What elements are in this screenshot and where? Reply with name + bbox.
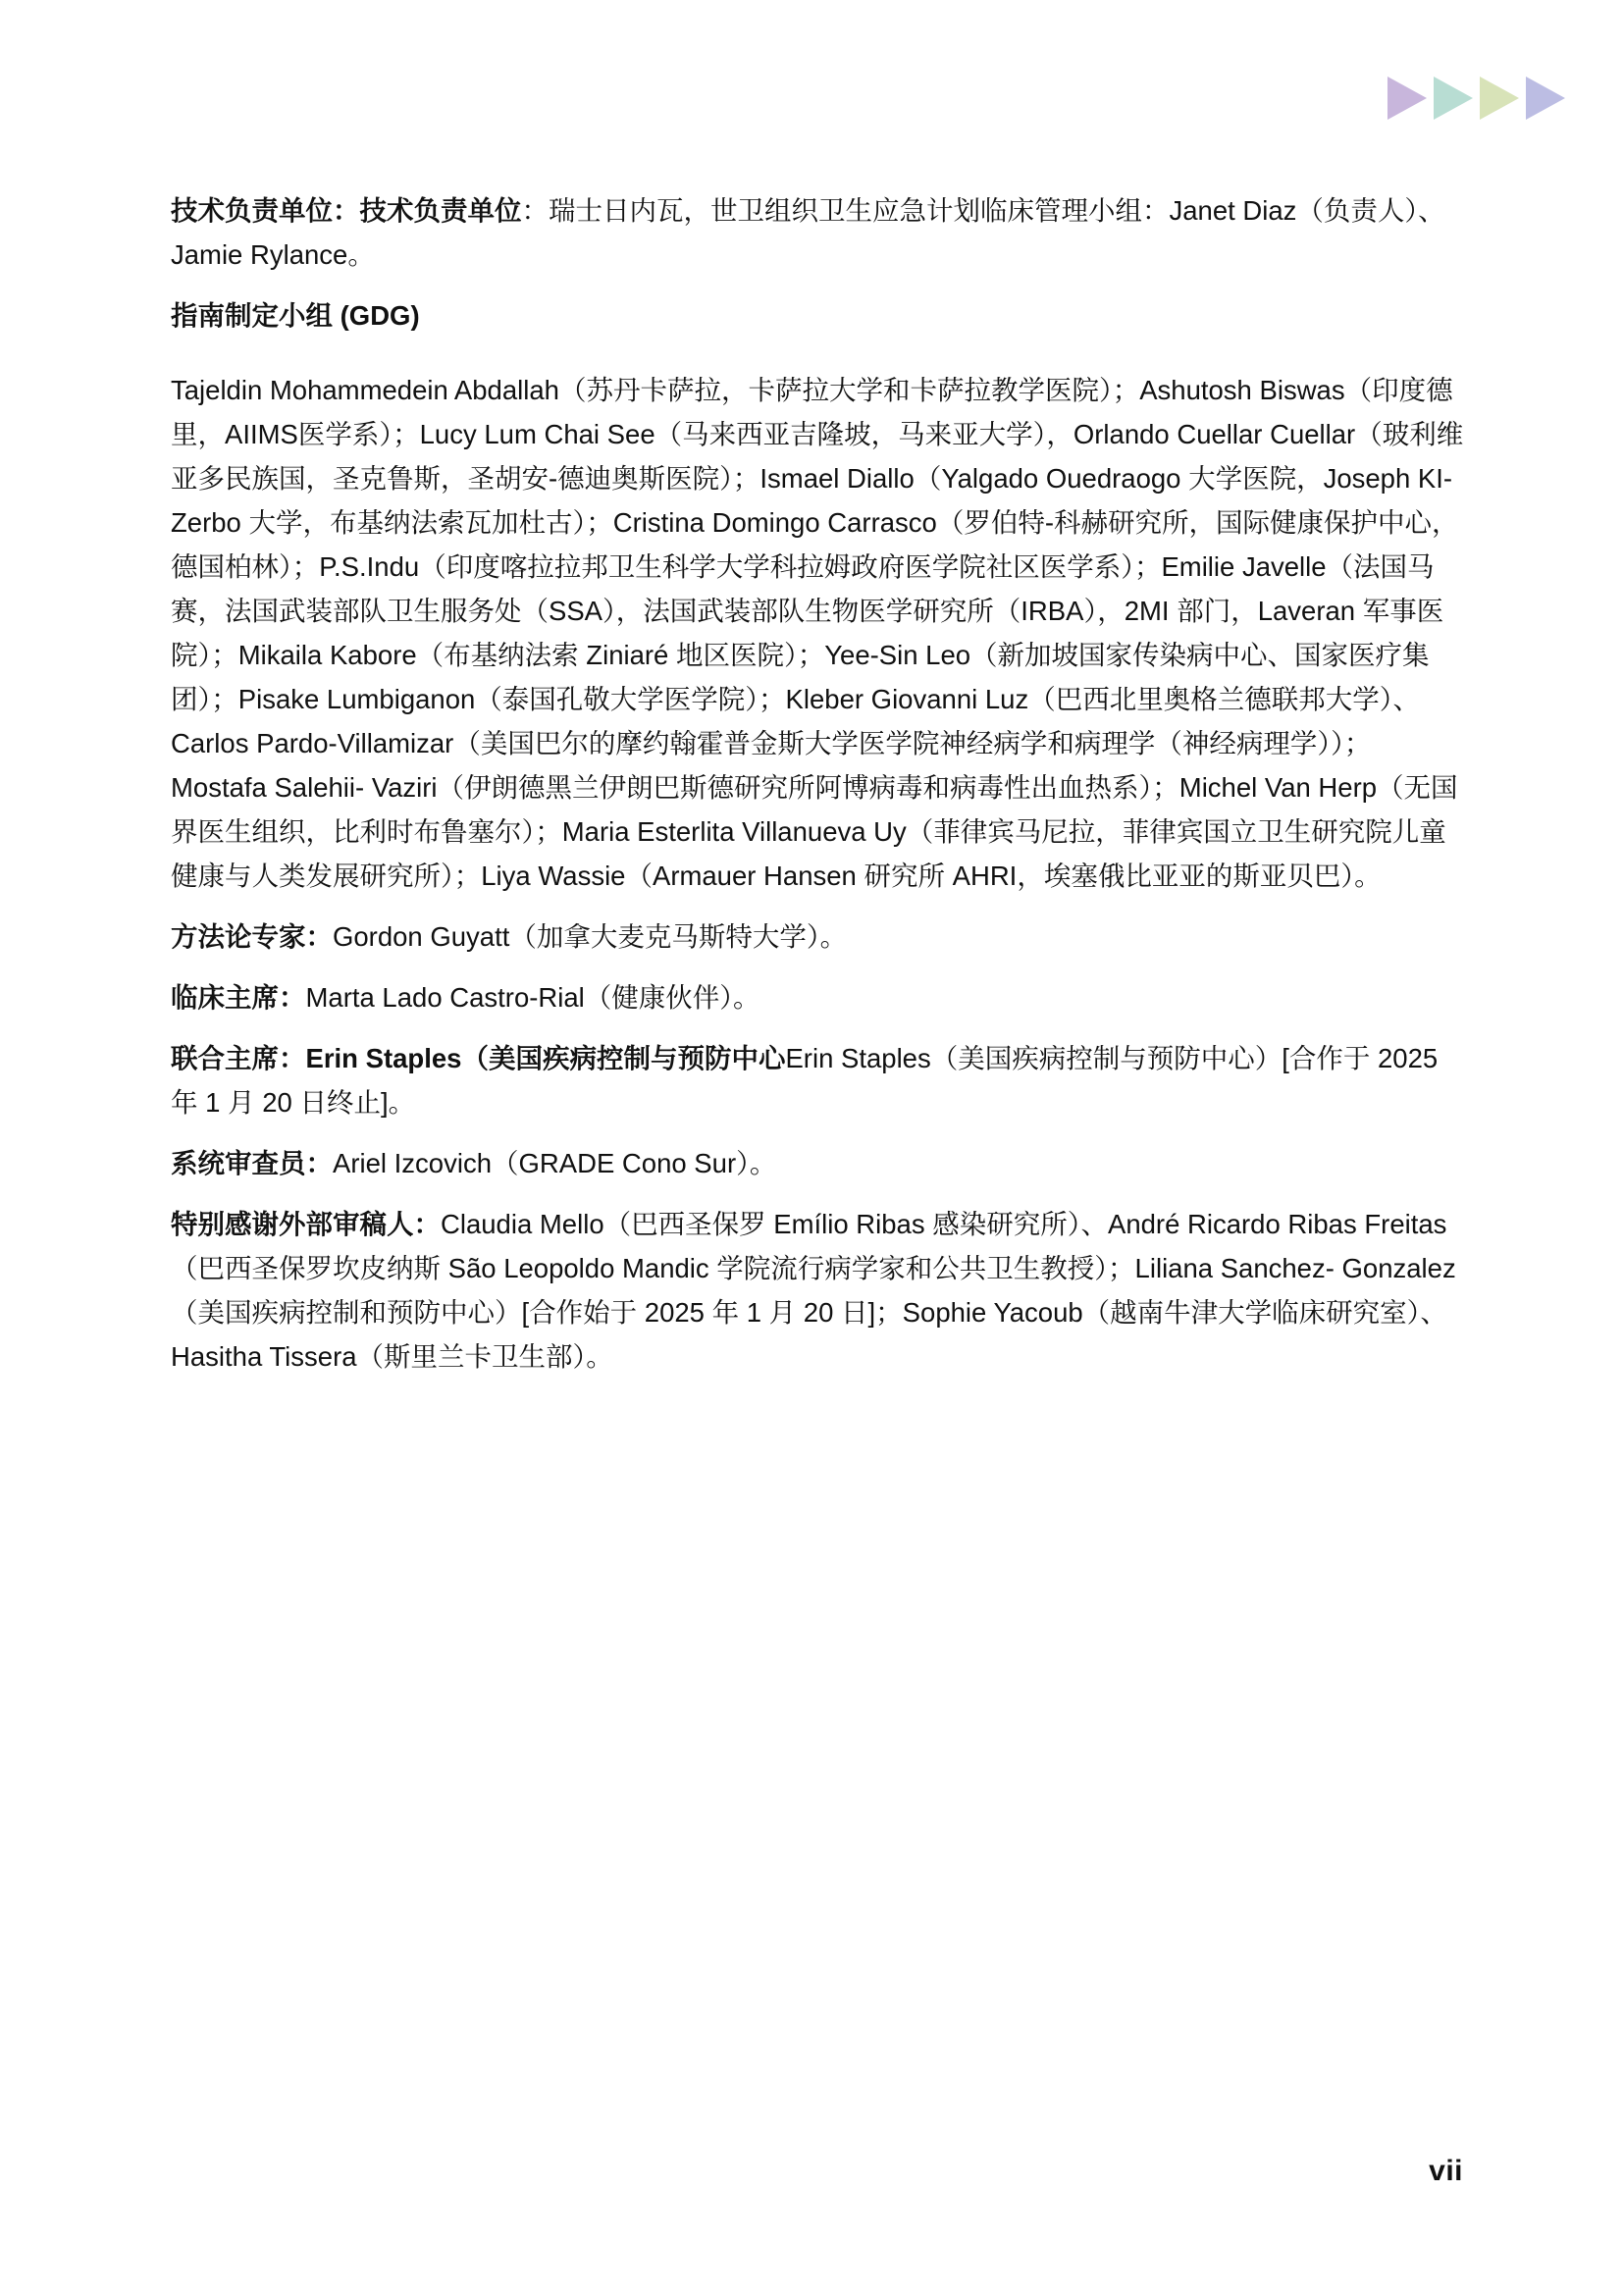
page-number: vii bbox=[1429, 2155, 1463, 2187]
external-reviewers-label: 特别感谢外部审稿人： bbox=[171, 1209, 441, 1239]
external-reviewers-paragraph bbox=[171, 1202, 1466, 1379]
triangle-1 bbox=[1387, 77, 1427, 120]
gdg-heading: 指南制定小组 (GDG) bbox=[171, 300, 420, 331]
clinical-chair-label: 临床主席： bbox=[171, 982, 306, 1013]
technical-unit-label: 技术负责单位：技术负责单位 bbox=[171, 195, 522, 226]
triangle-2 bbox=[1434, 77, 1473, 120]
systematic-reviewer-label: 系统审查员： bbox=[171, 1148, 333, 1178]
co-chair-text: Erin Staples（美国疾病控制与预防中心）[合作于 2025 年 1 月 20 日终止]。 bbox=[171, 1043, 1439, 1118]
triangle-3 bbox=[1480, 77, 1519, 120]
acknowledgements-body bbox=[171, 188, 1466, 1395]
technical-unit-paragraph bbox=[171, 188, 1466, 277]
methodologist-label: 方法论专家： bbox=[171, 921, 333, 952]
systematic-reviewer-text: Ariel Izcovich（GRADE Cono Sur）。 bbox=[333, 1148, 777, 1178]
clinical-chair-text: Marta Lado Castro-Rial（健康伙伴）。 bbox=[305, 982, 760, 1013]
play-arrows-decor-icon bbox=[1387, 69, 1574, 128]
technical-unit-text: ：瑞士日内瓦，世卫组织卫生应急计划临床管理小组：Janet Diaz（负责人）、Jamie Rylance。 bbox=[171, 195, 1445, 270]
clinical-chair-paragraph bbox=[171, 975, 1466, 1019]
co-chair-label: 联合主席：Erin Staples（美国疾病控制与预防中心 bbox=[171, 1043, 786, 1073]
systematic-reviewer-paragraph bbox=[171, 1141, 1466, 1185]
co-chair-paragraph bbox=[171, 1036, 1466, 1124]
external-reviewers-text: Claudia Mello（巴西圣保罗 Emílio Ribas 感染研究所）、André Ricardo Ribas Freitas（巴西圣保罗坎皮纳斯 São Leopoldo Mandic 学院流行病学家和公共卫生教授）；Liliana Sanchez- Gonzalez（美国疾病控制和预防中心）[合作始于 2025 年 1 月 20 日]；Sophie Yacoub（越南牛津大学临床研究室）、Hasitha Tissera（斯里兰卡卫生部）。 bbox=[171, 1209, 1456, 1372]
methodologist-text: Gordon Guyatt（加拿大麦克马斯特大学）。 bbox=[333, 921, 848, 952]
methodologist-paragraph bbox=[171, 914, 1466, 959]
triangle-4 bbox=[1526, 77, 1565, 120]
gdg-members-paragraph: Tajeldin Mohammedein Abdallah（苏丹卡萨拉，卡萨拉大学和卡萨拉教学医院）；Ashutosh Biswas（印度德里，AIIMS医学系）；Lucy Lum Chai See（马来西亚吉隆坡，马来亚大学），Orlando Cuellar Cuellar（玻利维亚多民族国，圣克鲁斯，圣胡安-德迪奥斯医院）；Ismael Diallo（Yalgado Ouedraogo 大学医院，Joseph KI-Zerbo 大学，布基纳法索瓦加杜古）；Cristina Domingo Carrasco（罗伯特-科赫研究所，国际健康保护中心，德国柏林）；P.S.Indu（印度喀拉拉邦卫生科学大学科拉姆政府医学院社区医学系）；Emilie Javelle（法国马赛，法国武装部队卫生服务处（SSA），法国武装部队生物医学研究所（IRBA），2MI 部门，Laveran 军事医院）；Mikaila Kabore（布基纳法索 Ziniaré 地区医院）；Yee-Sin Leo（新加坡国家传染病中心、国家医疗集团）；Pisake Lumbiganon（泰国孔敬大学医学院）；Kleber Giovanni Luz（巴西北里奥格兰德联邦大学）、Carlos Pardo-Villamizar（美国巴尔的摩约翰霍普金斯大学医学院神经病学和病理学（神经病理学））；Mostafa Salehii- Vaziri（伊朗德黑兰伊朗巴斯德研究所阿博病毒和病毒性出血热系）；Michel Van Herp（无国界医生组织，比利时布鲁塞尔）；Maria Esterlita Villanueva Uy（菲律宾马尼拉，菲律宾国立卫生研究院儿童健康与人类发展研究所）；Liya Wassie（Armauer Hansen 研究所 AHRI，埃塞俄比亚亚的斯亚贝巴）。 bbox=[171, 375, 1464, 891]
